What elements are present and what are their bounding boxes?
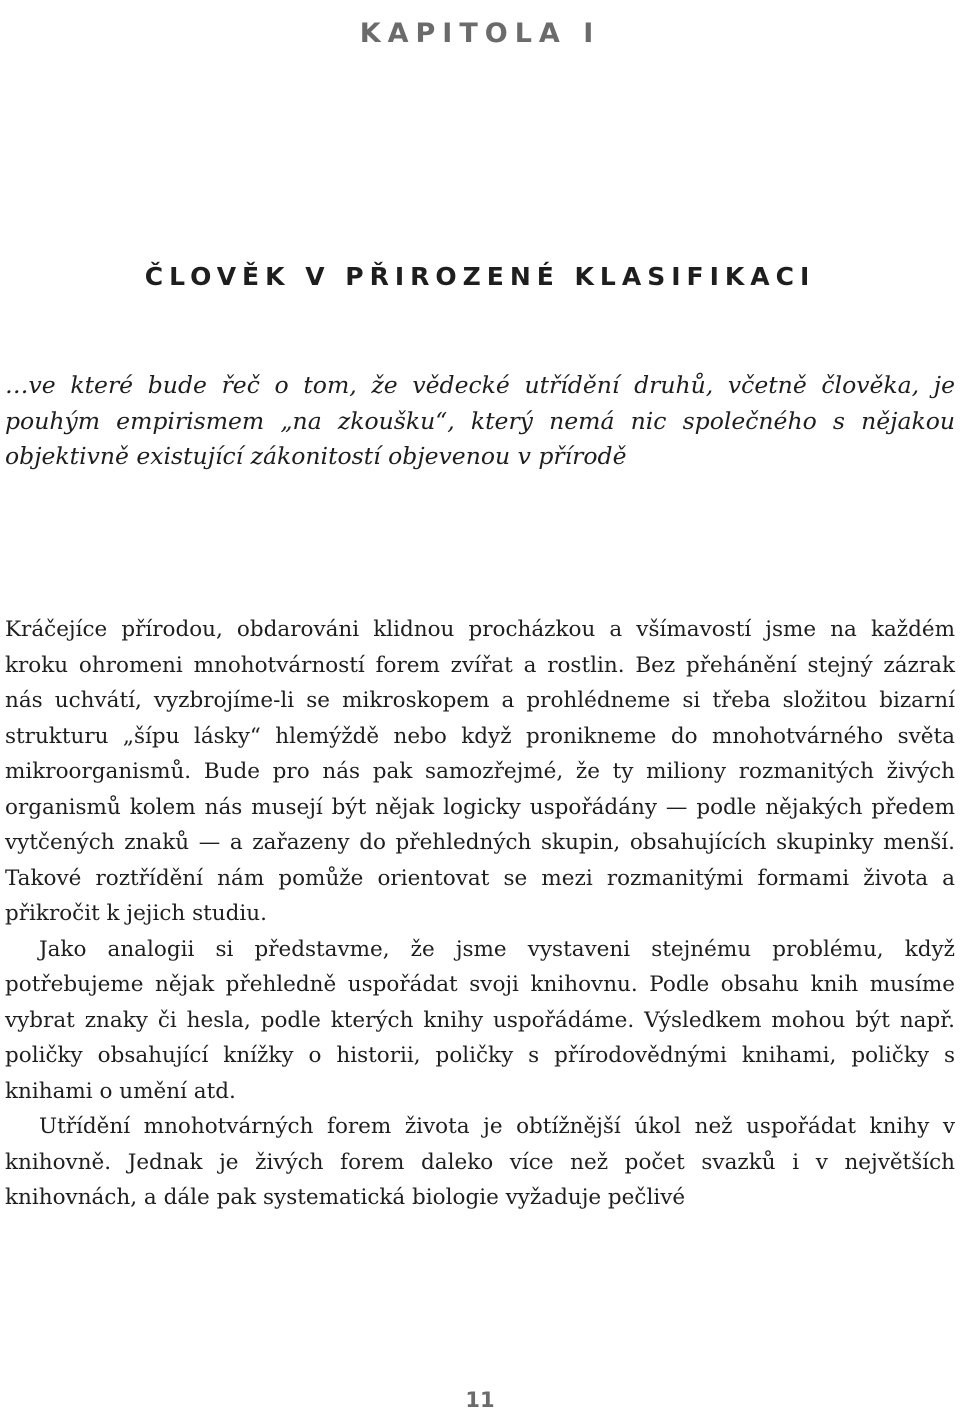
paragraph: Utřídění mnohotvárných forem života je obtížnější úkol než uspořádat knihy v knihovně. Jednak je živých forem daleko více než počet svazků i v největších knihovnách, a dále pak systematická biologie vyžaduje pečlivé: [5, 1114, 955, 1210]
chapter-label: KAPITOLA I: [359, 18, 601, 49]
chapter-subtitle: …ve které bude řeč o tom, že vědecké utřídění druhů, včetně člověka, je pouhým empirismem „na zkoušku“, který nemá nic společného s nějakou objektivně existující zákonitostí objevenou v přírodě: [5, 371, 955, 470]
chapter-title: ČLOVĚK V PŘIROZENÉ KLASIFIKACI: [144, 262, 816, 291]
body-text: [5, 612, 955, 1216]
paragraph: Jako analogii si představme, že jsme vystaveni stejnému problému, když potřebujeme nějak přehledně uspořádat svoji knihovnu. Podle obsahu knih musíme vybrat znaky či hesla, podle kterých knihy uspořádáme. Výsledkem mohou být např. poličky obsahující knížky o historii, poličky s přírodovědnými knihami, poličky s knihami o umění atd.: [5, 936, 955, 1104]
paragraph: Kráčejíce přírodou, obdarováni klidnou procházkou a všímavostí jsme na každém kroku ohromeni mnohotvárností forem zvířat a rostlin. Bez přehánění stejný zázrak nás uchvátí, vyzbrojíme-li se mikroskopem a prohlédneme si třeba složitou bizarní strukturu „šípu lásky“ hlemýždě nebo když pronikneme do mnohotvárného světa mikroorganismů. Bude pro nás pak samozřejmé, že ty miliony rozmanitých živých organismů kolem nás musejí být nějak logicky uspořádány — podle nějakých předem vytčených znaků — a zařazeny do přehledných skupin, obsahujících skupinky menší. Takové roztřídění nám pomůže orientovat se mezi rozmanitými formami života a přikročit k jejich studiu.: [5, 617, 955, 926]
page-number: 11: [465, 1388, 495, 1412]
